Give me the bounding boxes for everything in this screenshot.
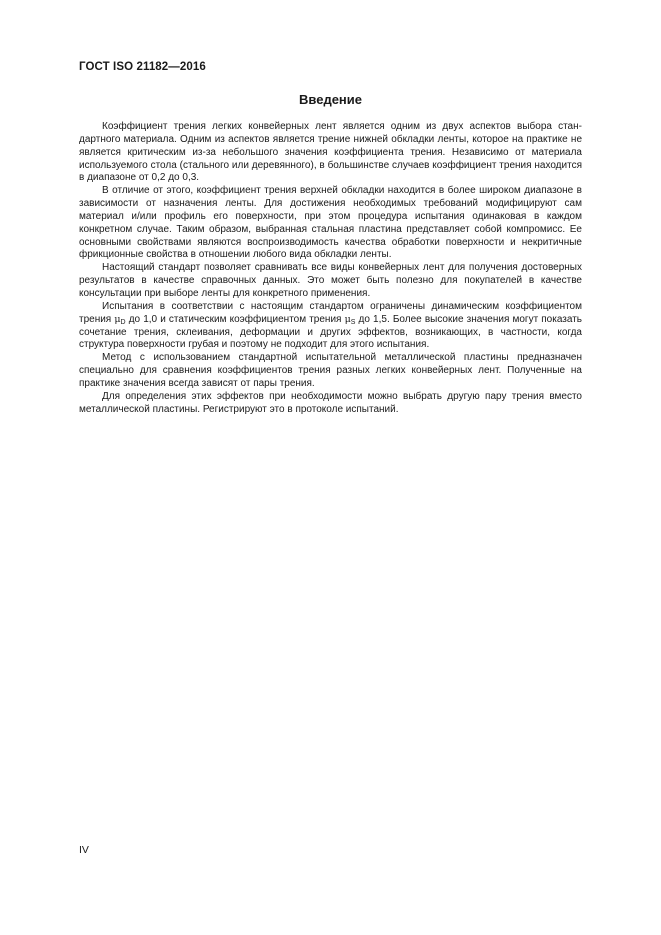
page-number: IV <box>79 844 89 856</box>
paragraph-2: В отличие от этого, коэффициент трения верхней обкладки находится в более широком диапазоне в зависимости от назначения ленты. Для достижения необходимых требований модифицируют сам материал и/или профиль его поверхности, при этом процедура испытания одинаковая в каждом конкретном случае. Таким образом, выбранная стальная пластина представляет собой компромисс. Ее основными свойствами являются воспроизводимость качества обработки поверхности и некритичные фрикционные свойства в отношении любого вида обкладки ленты. <box>79 185 582 261</box>
mu-static-symbol: μ <box>344 313 351 325</box>
paragraph-3: Настоящий стандарт позволяет сравнивать все виды конвейерных лент для получения достоверных результатов в качестве справочных данных. Это может быть полезно для покупателей в качестве консультации при выборе ленты для конкретного применения. <box>79 262 582 299</box>
standard-code-header: ГОСТ ISO 21182—2016 <box>79 61 206 73</box>
mu-static-subscript: S <box>350 318 356 326</box>
paragraph-4-text-1: Испытания в соответствии с настоящим стандартом ограничены динамическим коэффициентом трения <box>79 300 582 325</box>
paragraph-4 <box>79 301 582 352</box>
mu-dynamic-subscript: D <box>120 318 126 326</box>
paragraph-5: Метод с использованием стандартной испытательной металлической пластины предназначен специально для сравнения коэффициентов трения разных легких конвейерных лент. Полученные на практике значения всегда зависят от пары трения. <box>79 352 582 389</box>
section-title: Введение <box>299 92 362 107</box>
paragraph-4-text-3: до 1,5. Более высокие значения могут показать сочетание трения, склеивания, деформации и других эффектов, возникающих, в частности, когда структура поверхности грубая и поэтому не подходит для этого испытания. <box>79 313 582 351</box>
paragraph-1: Коэффициент трения легких конвейерных лент является одним из двух аспектов выбора стандартного материала. Одним из аспектов является трение нижней обкладки ленты, которое на практике не является критическим из-за небольшого значения коэффициента трения. Независимо от материала используемого стола (стального или деревянного), в большинстве случаев коэффициент трения находится в диапазоне от 0,2 до 0,3. <box>79 121 582 184</box>
introduction-body <box>79 121 582 416</box>
paragraph-6: Для определения этих эффектов при необходимости можно выбрать другую пару трения вместо металлической пластины. Регистрируют это в протоколе испытаний. <box>79 390 582 415</box>
paragraph-4-text-2: до 1,0 и статическим коэффициентом трения <box>125 313 345 325</box>
mu-dynamic-symbol: μ <box>114 313 121 325</box>
